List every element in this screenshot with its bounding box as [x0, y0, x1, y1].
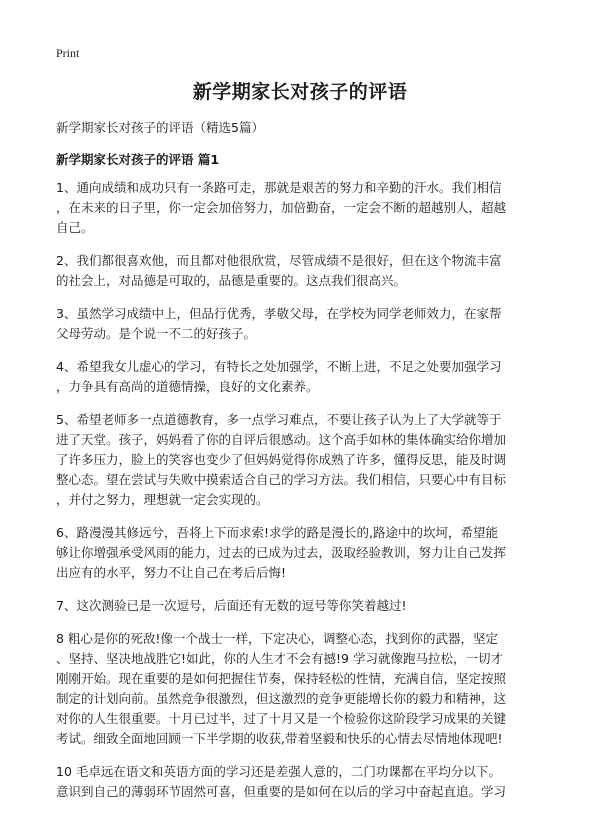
paragraph-line: 了许多压力，脸上的笑容也变少了但妈妈觉得你成熟了许多，懂得反思，能及时调	[56, 452, 507, 467]
paragraph-4	[56, 357, 548, 397]
paragraph-line: 刚刚开始。现在重要的是如何把握住节奏，保持轻松的性情，充满自信，坚定按照	[56, 671, 507, 686]
paragraph-9	[56, 762, 548, 802]
paragraph-3	[56, 304, 548, 344]
paragraph-line: 2、我们都很喜欢他，而且都对他很欣赏，尽管成绩不是很好，但在这个物流丰富	[56, 253, 502, 268]
paragraph-7	[56, 596, 548, 616]
paragraph-line: 、坚持、坚决地战胜它!如此，你的人生才不会有撼!9 学习就像跑马拉松，一切才	[56, 651, 503, 666]
paragraph-line: 制定的计划向前。虽然竞争很激烈，但这激烈的竞争更能增长你的毅力和精神，这	[56, 691, 507, 706]
paragraph-line: 整心态。望在尝试与失败中摸索适合自己的学习方法。我们相信，只要心中有目标	[56, 472, 507, 487]
document-body	[56, 178, 548, 815]
paragraph-line: 够让你增强承受风雨的能力，过去的已成为过去，汲取经验教训，努力让自己发挥	[56, 545, 507, 560]
document-title: 新学期家长对孩子的评语	[192, 81, 408, 103]
paragraph-line: 1、通向成绩和成功只有一条路可走，那就是艰苦的努力和辛勤的汗水。我们相信	[56, 180, 502, 195]
paragraph-line: 出应有的水平，努力不让自己在考后后悔!	[56, 565, 287, 580]
document-subtitle: 新学期家长对孩子的评语（精选5篇）	[56, 120, 264, 135]
paragraph-1	[56, 178, 548, 238]
paragraph-line: 进了天堂。孩子，妈妈看了你的自评后很感动。这个高手如林的集体确实给你增加	[56, 432, 507, 447]
paragraph-line: 3、虽然学习成绩中上，但品行优秀，孝敬父母，在学校为同学老师效力，在家帮	[56, 306, 502, 321]
paragraph-line: 6、路漫漫其修远兮，吾将上下而求索!求学的路是漫长的,路途中的坎坷，希望能	[56, 525, 498, 540]
print-link[interactable]: Print	[56, 46, 80, 60]
paragraph-line: ，并付之努力，理想就一定会实现的。	[56, 492, 269, 507]
paragraph-5	[56, 410, 548, 510]
paragraph-line: 对你的人生很重要。十月已过半，过了十月又是一个检验你这阶段学习成果的关键	[56, 711, 507, 726]
paragraph-line: 自己。	[56, 220, 94, 235]
paragraph-line: ，力争具有高尚的道德情操，良好的文化素养。	[56, 379, 319, 394]
paragraph-line: 4、希望我女儿虚心的学习，有特长之处加强学，不断上进，不足之处要加强学习	[56, 359, 502, 374]
paragraph-2	[56, 251, 548, 291]
paragraph-line: 7、这次测验已是一次逗号，后面还有无数的逗号等你笑着越过!	[56, 598, 407, 613]
paragraph-line: 5、希望老师多一点道德教育，多一点学习难点，不要让孩子认为上了大学就等于	[56, 412, 502, 427]
paragraph-line: 父母劳动。是个说一不二的好孩子。	[56, 326, 257, 341]
paragraph-line: 考试。细致全面地回顾一下半学期的收获,带着坚毅和快乐的心情去尽情地体现吧!	[56, 731, 503, 746]
paragraph-line: 8 粗心是你的死敌!像一个战士一样，下定决心，调整心态，找到你的武器，坚定	[56, 631, 498, 646]
paragraph-line: 10 毛卓远在语文和英语方面的学习还是差强人意的，二门功课都在平均分以下。	[56, 764, 501, 779]
paragraph-line: 的社会上，对品德是可取的，品德是重要的。这点我们很高兴。	[56, 273, 407, 288]
paragraph-8	[56, 629, 548, 749]
paragraph-line: 意识到自己的薄弱环节固然可喜，但重要的是如何在以后的学习中奋起直追。学习	[56, 784, 507, 799]
paragraph-line: ，在未来的日子里，你一定会加倍努力，加倍勤奋，一定会不断的超越别人，超越	[56, 200, 507, 215]
section-heading: 新学期家长对孩子的评语 篇1	[56, 152, 220, 167]
paragraph-6	[56, 523, 548, 583]
